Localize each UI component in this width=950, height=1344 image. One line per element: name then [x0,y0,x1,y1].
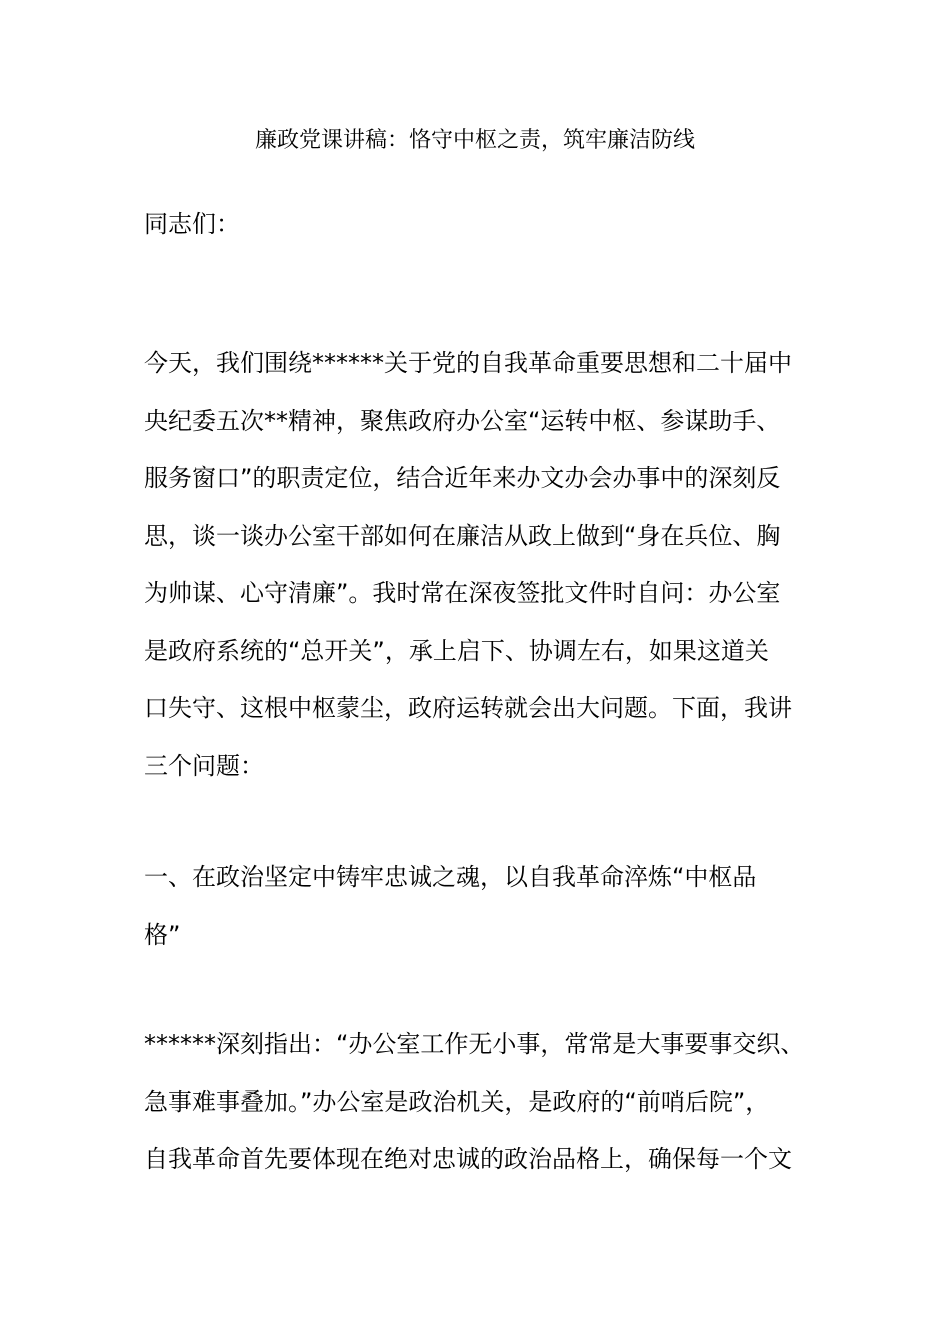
text-line: 是政府系统的“总开关”，承上启下、协调左右，如果这道关 [144,637,769,665]
heading-line: 一、在政治坚定中铸牢忠诚之魂，以自我革命淬炼“中枢品 [144,863,757,891]
text-line: 思，谈一谈办公室干部如何在廉洁从政上做到“身在兵位、胸 [144,522,781,550]
salutation: 同志们： [144,210,240,238]
text-line: 自我革命首先要体现在绝对忠诚的政治品格上，确保每一个文 [144,1145,792,1173]
text-line: 央纪委五次**精神，聚焦政府办公室“运转中枢、参谋助手、 [144,407,781,435]
heading-line: 格” [144,921,181,949]
text-line: 今天，我们围绕******关于党的自我革命重要思想和二十届中 [144,349,792,377]
text-line: 服务窗口”的职责定位，结合近年来办文办会办事中的深刻反 [144,464,781,492]
text-line: ******深刻指出：“办公室工作无小事，常常是大事要事交织、 [144,1030,805,1058]
text-line: 为帅谋、心守清廉”。我时常在深夜签批文件时自问：办公室 [144,579,781,607]
text-line: 急事难事叠加。”办公室是政治机关，是政府的“前哨后院”， [144,1088,770,1116]
text-line: 三个问题： [144,752,264,780]
document-title: 廉政党课讲稿：恪守中枢之责，筑牢廉洁防线 [254,128,695,153]
text-line: 口失守、这根中枢蒙尘，政府运转就会出大问题。下面，我讲 [144,694,792,722]
